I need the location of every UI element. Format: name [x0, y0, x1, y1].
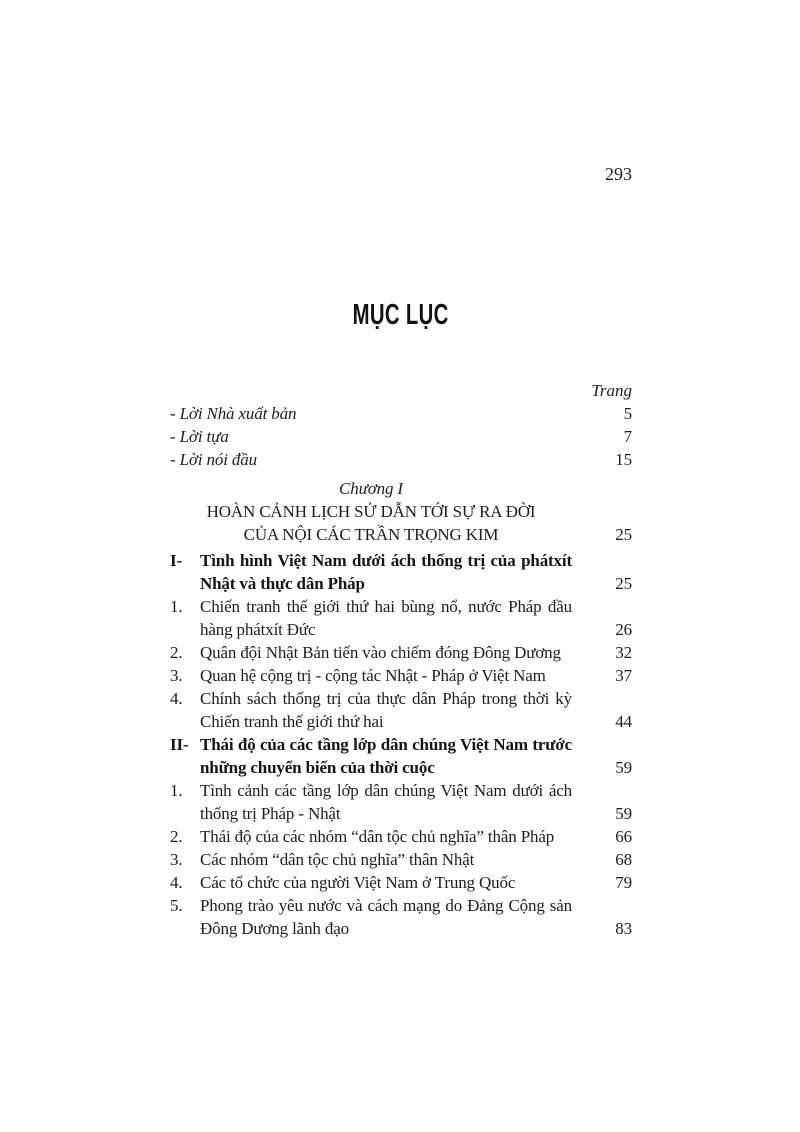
entry-marker: 5.: [170, 896, 183, 915]
entry-marker: 3.: [170, 666, 183, 685]
front-matter-label: - Lời tựa: [170, 427, 229, 446]
entry-text-line: Thái độ của các nhóm “dân tộc chủ nghĩa” thân Pháp: [200, 827, 555, 846]
entry-marker: I-: [170, 551, 182, 570]
page-ref: 25: [615, 574, 632, 593]
page-ref: 7: [623, 427, 632, 446]
entry-marker: 2.: [170, 827, 183, 846]
front-matter-item: [170, 425, 632, 448]
entry-marker: 2.: [170, 643, 183, 662]
front-matter-label: - Lời nói đầu: [170, 450, 257, 469]
toc-title-text: MỤC LỤC: [352, 299, 450, 331]
chapter-heading: [170, 477, 632, 546]
entry-text-line: những chuyển biến của thời cuộc: [200, 758, 435, 777]
page-ref: 5: [623, 404, 632, 423]
entry-marker: 1.: [170, 781, 183, 800]
chapter-title-line: CỦA NỘI CÁC TRẦN TRỌNG KIM: [243, 525, 499, 544]
toc-entry: [170, 894, 632, 940]
front-matter-item: [170, 448, 632, 471]
page-ref: 15: [615, 450, 632, 469]
toc-entry: [170, 779, 632, 825]
front-matter-label: - Lời Nhà xuất bản: [170, 404, 297, 423]
entry-text-line: thống trị Pháp - Nhật: [200, 804, 341, 823]
chapter-title-line: HOÀN CẢNH LỊCH SỬ DẪN TỚI SỰ RA ĐỜI: [206, 502, 536, 521]
toc-title: [170, 298, 632, 337]
page-ref: 32: [615, 643, 632, 662]
page-ref: 79: [615, 873, 632, 892]
toc-content: [170, 0, 632, 940]
toc-entry: [170, 687, 632, 733]
entry-text-line: Thái độ của các tầng lớp dân chúng Việt Nam trước: [200, 735, 572, 754]
chapter-label: Chương I: [339, 479, 403, 498]
entry-text-line: Chiến tranh thế giới thứ hai bùng nổ, nước Pháp đầu: [200, 597, 572, 616]
toc-entry: [170, 641, 632, 664]
entry-marker: 3.: [170, 850, 183, 869]
page-ref: 59: [615, 804, 632, 823]
toc-entry: [170, 733, 632, 779]
page-ref: 25: [615, 525, 632, 544]
page-ref: 83: [615, 919, 632, 938]
page-ref: 26: [615, 620, 632, 639]
toc-entry: [170, 848, 632, 871]
entry-text-line: Các tổ chức của người Việt Nam ở Trung Quốc: [200, 873, 516, 892]
entry-marker: 4.: [170, 873, 183, 892]
toc-entry: [170, 825, 632, 848]
page-ref: 59: [615, 758, 632, 777]
entry-text-line: Đông Dương lãnh đạo: [200, 919, 349, 938]
entry-text-line: Các nhóm “dân tộc chủ nghĩa” thân Nhật: [200, 850, 475, 869]
entry-text-line: Chiến tranh thế giới thứ hai: [200, 712, 384, 731]
toc-entry: [170, 871, 632, 894]
entry-marker: 4.: [170, 689, 183, 708]
entry-text-line: Tình hình Việt Nam dưới ách thống trị của phátxít: [200, 551, 572, 570]
page-folio-number: 293: [605, 164, 632, 184]
entry-text-line: Nhật và thực dân Pháp: [200, 574, 365, 593]
page-column-header: Trang: [591, 381, 632, 400]
page-ref: 66: [615, 827, 632, 846]
front-matter-item: [170, 402, 632, 425]
entry-marker: 1.: [170, 597, 183, 616]
entry-text-line: Tình cảnh các tầng lớp dân chúng Việt Nam dưới ách: [200, 781, 572, 800]
entry-text-line: Chính sách thống trị của thực dân Pháp trong thời kỳ: [200, 689, 572, 708]
page-ref: 44: [615, 712, 632, 731]
page-ref: 37: [615, 666, 632, 685]
toc-entry: [170, 595, 632, 641]
entry-text-line: Phong trào yêu nước và cách mạng do Đảng Cộng sản: [200, 896, 572, 915]
entry-text-line: hàng phátxít Đức: [200, 620, 316, 639]
toc-entry: [170, 549, 632, 595]
entry-marker: II-: [170, 735, 189, 754]
entry-text-line: Quân đội Nhật Bản tiến vào chiếm đóng Đông Dương: [200, 643, 561, 662]
entry-text-line: Quan hệ cộng trị - cộng tác Nhật - Pháp ở Việt Nam: [200, 666, 546, 685]
toc-entry: [170, 664, 632, 687]
page-ref: 68: [615, 850, 632, 869]
